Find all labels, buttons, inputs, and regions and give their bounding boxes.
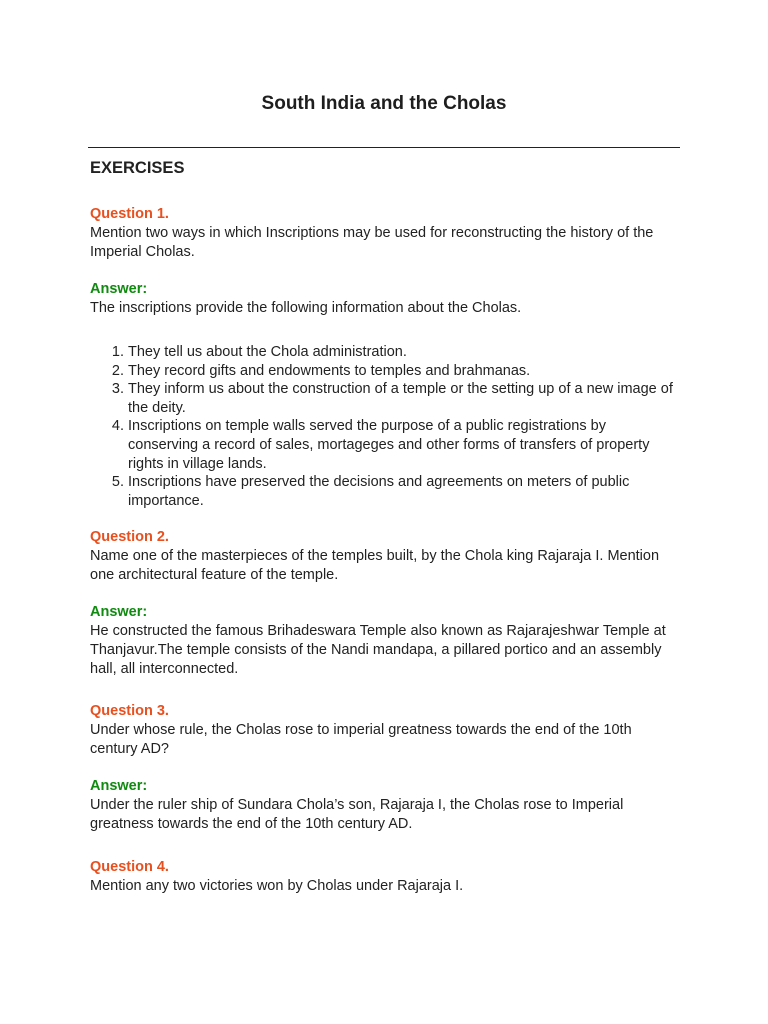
question-3 — [90, 702, 680, 759]
answer-label: Answer: — [90, 604, 148, 620]
question-4 — [90, 858, 680, 896]
list-item: 3. They inform us about the construction of a temple or the setting up of a new image of the deity. — [128, 380, 680, 417]
answer-text: The inscriptions provide the following information about the Cholas. — [90, 300, 522, 316]
answer-2 — [90, 603, 680, 679]
question-1 — [90, 205, 680, 262]
question-text: Mention any two victories won by Cholas under Rajaraja I. — [90, 878, 464, 894]
list-item: 2. They record gifts and endowments to temples and brahmanas. — [128, 362, 680, 381]
answer-text: He constructed the famous Brihadeswara Temple also known as Rajarajeshwar Temple at Thanjavur.The temple consists of the Nandi mandapa, a pillared portico and an assembly hall, all interconnected. — [90, 623, 666, 677]
question-label: Question 1. — [90, 206, 169, 222]
answer-1 — [90, 280, 680, 318]
list-item: 1. They tell us about the Chola administration. — [128, 343, 680, 362]
question-label: Question 3. — [90, 703, 169, 719]
title-divider — [88, 147, 680, 148]
question-text: Name one of the masterpieces of the temples built, by the Chola king Rajaraja I. Mention one architectural feature of the temple. — [90, 548, 660, 583]
question-text: Under whose rule, the Cholas rose to imperial greatness towards the end of the 10th century AD? — [90, 722, 632, 757]
list-item: 5. Inscriptions have preserved the decisions and agreements on meters of public importance. — [128, 473, 680, 510]
list-item: 4. Inscriptions on temple walls served the purpose of a public registrations by conserving a record of sales, mortageges and other forms of transfers of property rights in village lands. — [128, 417, 680, 473]
answer-label: Answer: — [90, 778, 148, 794]
question-label: Question 2. — [90, 529, 169, 545]
question-label: Question 4. — [90, 859, 169, 875]
section-heading: EXERCISES — [90, 159, 185, 177]
document-title: South India and the Cholas — [261, 93, 507, 114]
answer-1-list — [90, 343, 680, 510]
question-2 — [90, 528, 680, 585]
answer-3 — [90, 777, 680, 834]
question-text: Mention two ways in which Inscriptions may be used for reconstructing the history of the Imperial Cholas. — [90, 225, 654, 260]
answer-label: Answer: — [90, 281, 148, 297]
answer-text: Under the ruler ship of Sundara Chola’s son, Rajaraja I, the Cholas rose to Imperial greatness towards the end of the 10th century AD. — [90, 797, 624, 832]
